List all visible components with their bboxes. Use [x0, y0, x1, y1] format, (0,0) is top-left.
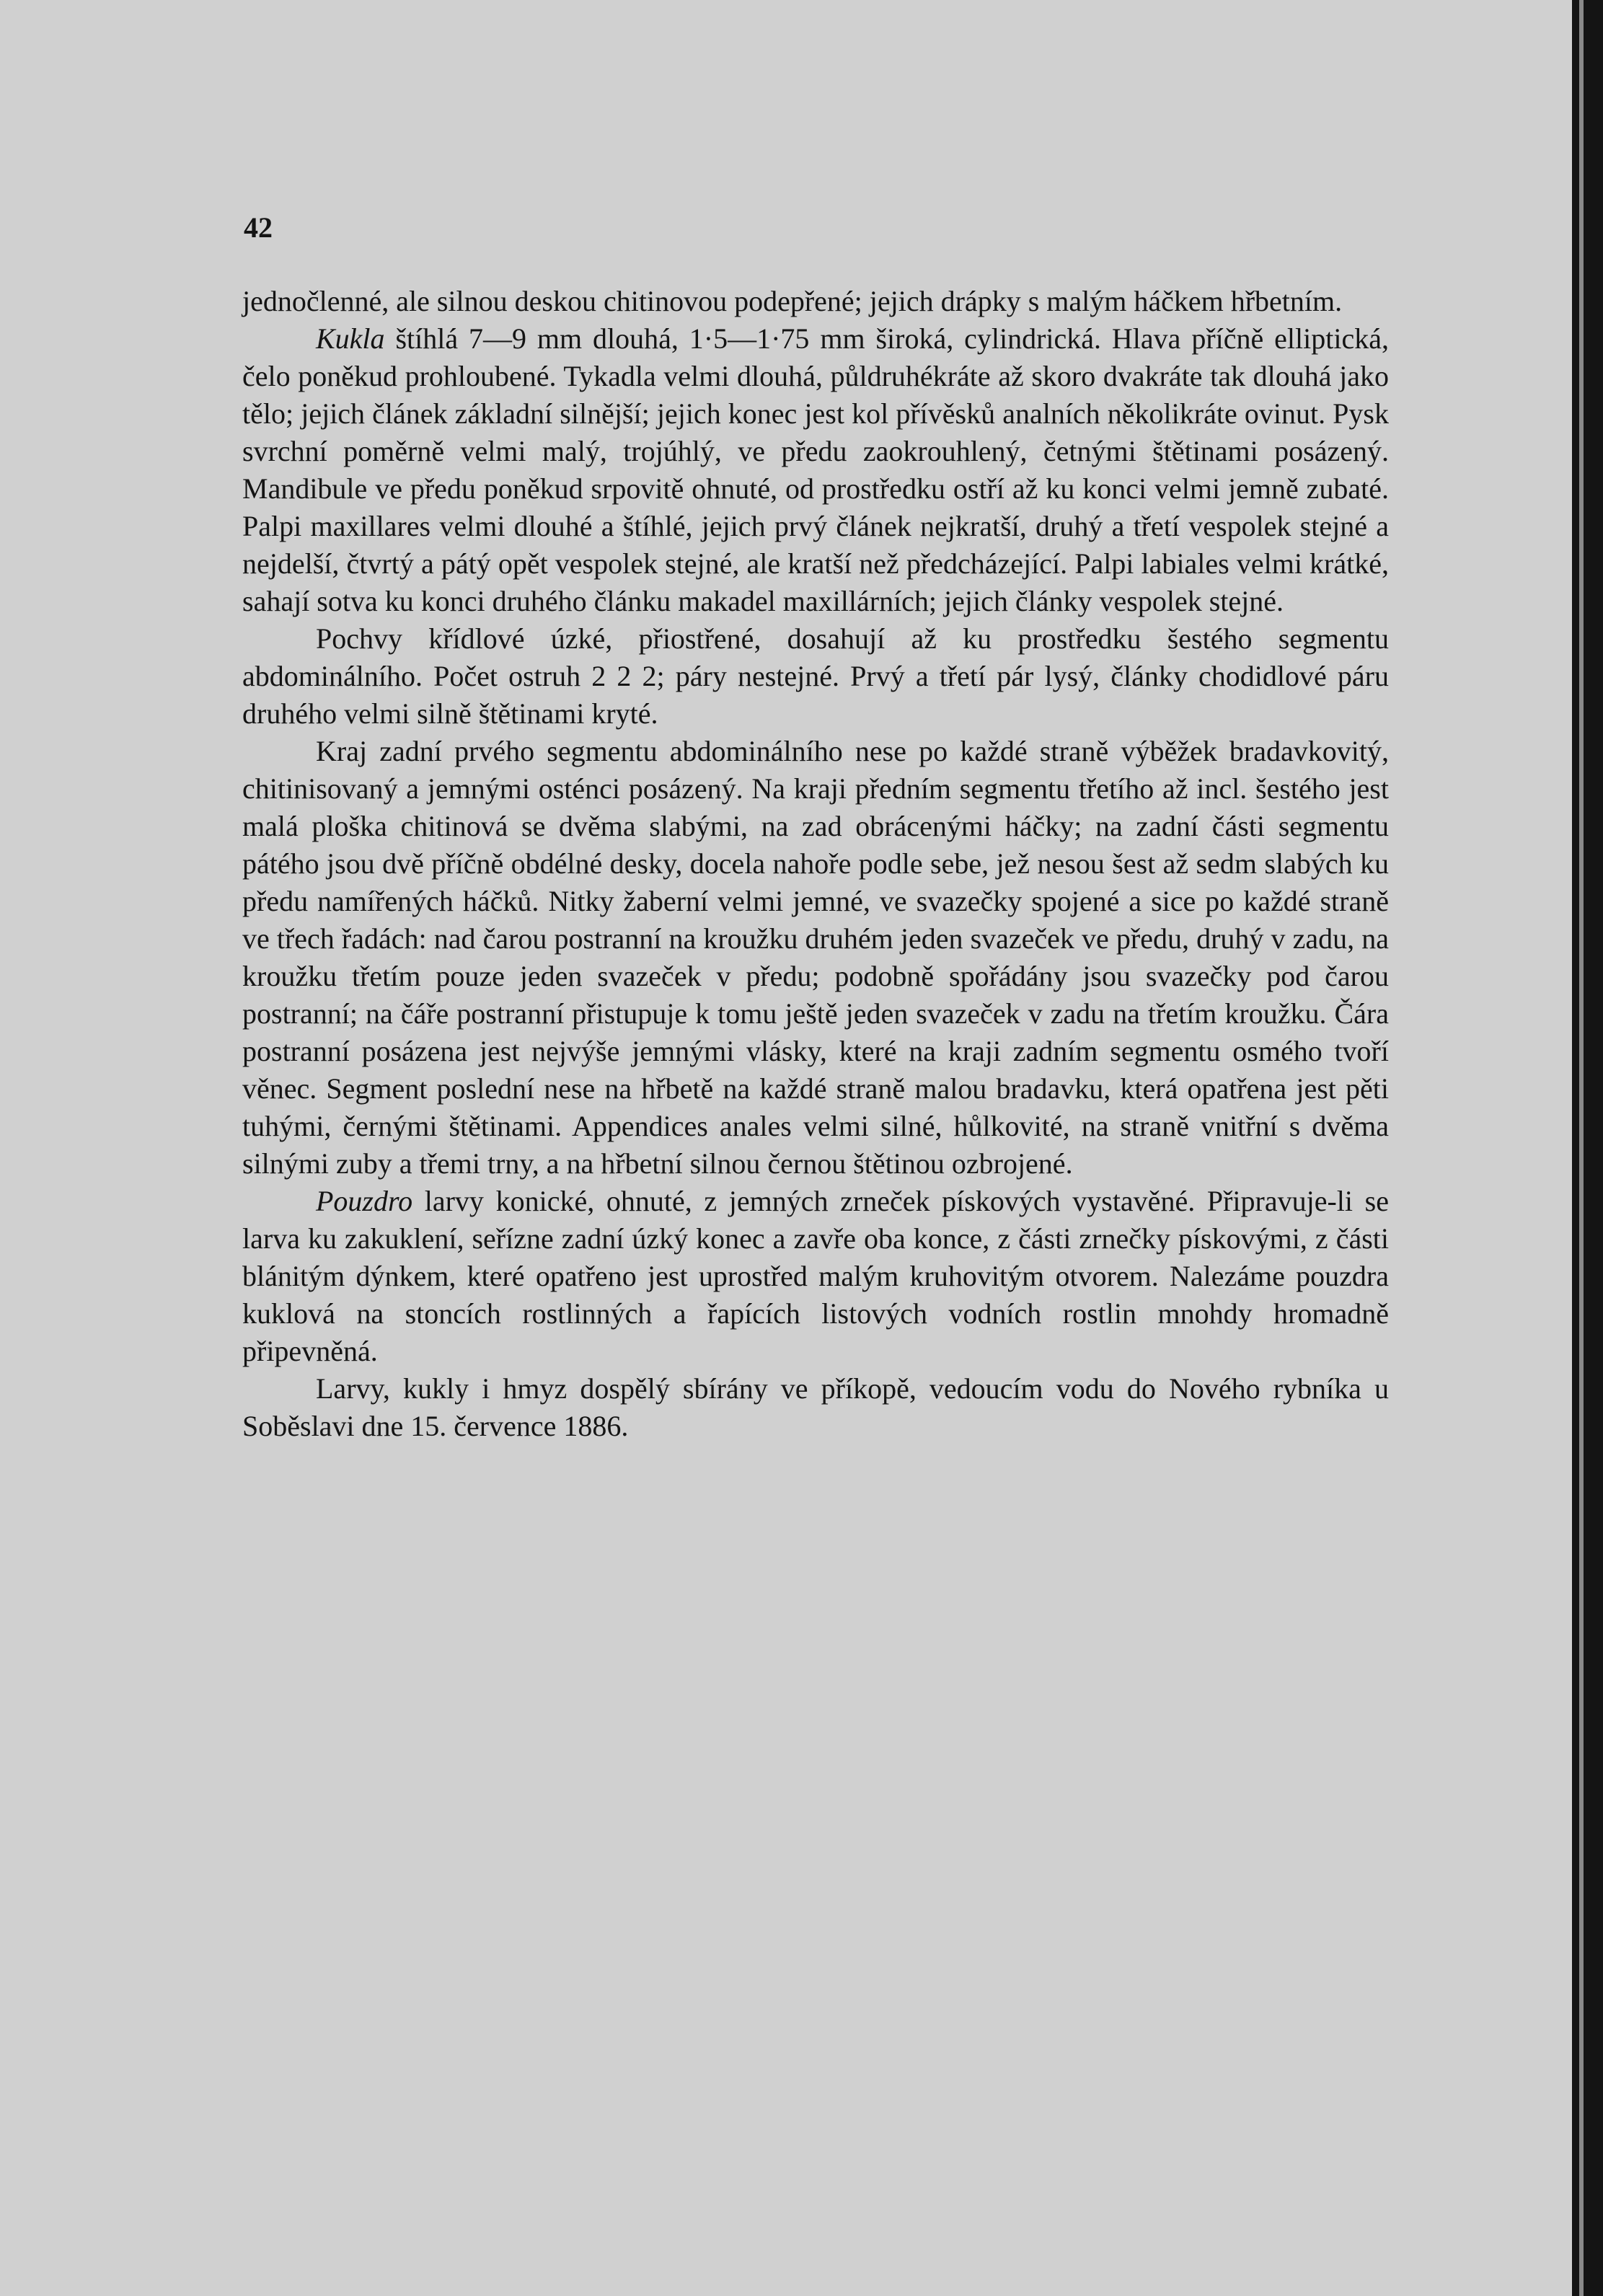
paragraph-2 — [242, 320, 1389, 620]
paragraph-6 — [242, 1370, 1389, 1445]
scan-edge-line — [1579, 0, 1584, 2296]
scan-right-edge — [1572, 0, 1603, 2296]
paragraph-4-text: Kraj zadní prvého segmentu abdominálního nese po každé straně výběžek bradavkovitý, chitinisovaný a jemnými osténci posázený. Na kraji předním segmentu třetího až incl. šestého jest malá ploška chitinová se dvěma slabými, na zad obrácenými háčky; na zadní části segmentu pátého jsou dvě příčně obdélné desky, docela nahoře podle sebe, jež nesou šest až sedm slabých ku předu namířených háčků. Nitky žaberní velmi jemné, ve svazečky spojené a sice po každé straně ve třech řadách: nad čarou postranní na kroužku druhém jeden svazeček ve předu, druhý v zadu, na kroužku třetím pouze jeden svazeček v předu; podobně spořádány jsou svazečky pod čarou postranní; na čáře postranní přistupuje k tomu ještě jeden svazeček v zadu na třetím kroužku. Čára postranní posázena jest nejvýše jemnými vlásky, které na kraji zadním segmentu osmého tvoří věnec. Segment poslední nese na hřbetě na každé straně malou bradavku, která opatřena jest pěti tuhými, černými štětinami. Appendices anales velmi silné, hůlkovité, na straně vnitřní s dvěma silnými zuby a třemi trny, a na hřbetní silnou černou štětinou ozbrojené. — [242, 735, 1389, 1180]
paragraph-3 — [242, 620, 1389, 733]
paragraph-6-text: Larvy, kukly i hmyz dospělý sbírány ve příkopě, vedoucím vodu do Nového rybníka u Soběslavi dne 15. července 1886. — [242, 1372, 1389, 1442]
paragraph-5-text: larvy konické, ohnuté, z jemných zrneček pískových vystavěné. Připravuje-li se larva ku zakuklení, seřízne zadní úzký konec a zavře oba konce, z části zrnečky pískovými, z části blánitým dýnkem, které opatřeno jest uprostřed malým kruhovitým otvorem. Nalezáme pouzdra kuklová na stoncích rostlinných a řapících listových vodních rostlin mnohdy hromadně připevněná. — [242, 1185, 1389, 1367]
paragraph-1-text: jednočlenné, ale silnou deskou chitinovou podepřené; jejich drápky s malým háčkem hřbetním. — [242, 285, 1343, 317]
paragraph-5 — [242, 1183, 1389, 1370]
paragraph-4 — [242, 733, 1389, 1183]
body-text — [242, 283, 1389, 1445]
paragraph-2-lead: Kukla — [316, 322, 385, 355]
paragraph-3-text: Pochvy křídlové úzké, přiostřené, dosahují až ku prostředku šestého segmentu abdominálního. Počet ostruh 2 2 2; páry nestejné. Prvý a třetí pár lysý, články chodidlové páru druhého velmi silně štětinami kryté. — [242, 622, 1389, 730]
paragraph-5-lead: Pouzdro — [316, 1185, 413, 1217]
paragraph-1 — [242, 283, 1389, 320]
paragraph-2-text: štíhlá 7—9 mm dlouhá, 1·5—1·75 mm široká, cylindrická. Hlava příčně elliptická, čelo poněkud prohloubené. Tykadla velmi dlouhá, půldruhékráte až skoro dvakráte tak dlouhá jako tělo; jejich článek základní silnější; jejich konec jest kol přívěsků analních několikráte ovinut. Pysk svrchní poměrně velmi malý, trojúhlý, ve předu zaokrouhlený, četnými štětinami posázený. Mandibule ve předu poněkud srpovitě ohnuté, od prostředku ostří až ku konci velmi jemně zubaté. Palpi maxillares velmi dlouhé a štíhlé, jejich prvý článek nejkratší, druhý a třetí vespolek stejné a nejdelší, čtvrtý a pátý opět vespolek stejné, ale kratší než předcházející. Palpi labiales velmi krátké, sahají sotva ku konci druhého článku makadel maxillárních; jejich články vespolek stejné. — [242, 322, 1389, 617]
page-number: 42 — [244, 211, 273, 244]
